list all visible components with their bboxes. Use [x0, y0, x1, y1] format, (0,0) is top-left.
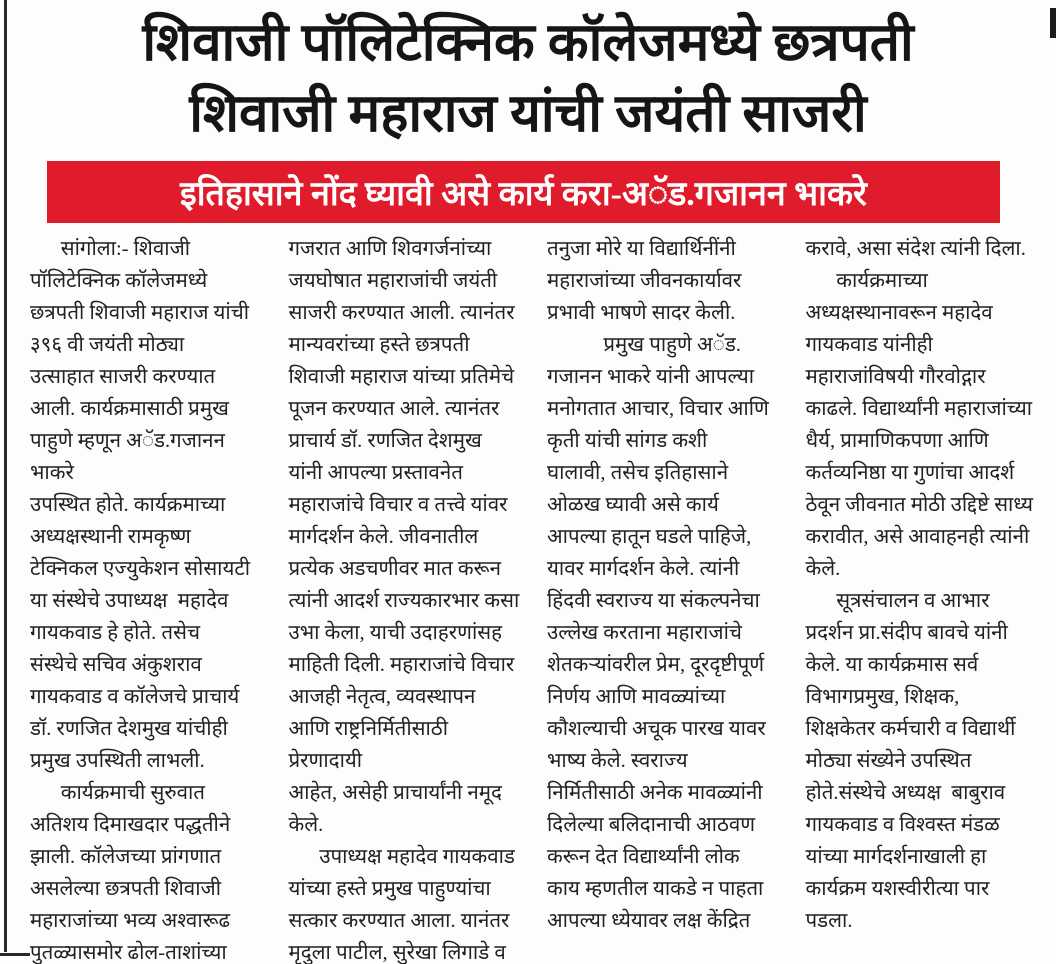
text-line: महाराजांच्या जीवनकार्यावर [547, 270, 742, 292]
text-line: केले. [805, 558, 841, 580]
text-line: साजरी करण्यात आली. त्यानंतर [288, 302, 515, 324]
text-line: दिलेल्या बलिदानाची आठवण [547, 814, 756, 836]
text-line: पुतळ्यासमोर ढोल-ताशांच्या [30, 942, 227, 964]
text-line: गायकवाड व विश्वस्त मंडळ [805, 814, 1000, 836]
text-line: यांच्या हस्ते प्रमुख पाहुण्यांचा [288, 878, 491, 900]
text-line: शिवाजी महाराज यांच्या प्रतिमेचे [288, 366, 515, 388]
text-line: टेक्निकल एज्युकेशन सोसायटी [30, 558, 251, 580]
text-line: ठेवून जीवनात मोठी उद्दिष्टे साध्य [805, 494, 1033, 516]
text-line: उभा केला, याची उदाहरणांसह [288, 622, 503, 644]
body-column-2 [289, 233, 522, 964]
headline-line-1: शिवाजी पॉलिटेक्निक कॉलेजमध्ये छत्रपती [142, 14, 914, 72]
text-line: भाष्य केले. स्वराज्य [547, 750, 688, 772]
text-line: निर्मितीसाठी अनेक मावळ्यांनी [547, 782, 763, 804]
text-line: केले. या कार्यक्रमास सर्व [805, 654, 979, 676]
text-line: आजही नेतृत्व, व्यवस्थापन [288, 686, 476, 708]
text-line: ३९६ वी जयंती मोठ्या [30, 334, 185, 356]
text-line: प्रमुख पाहुणे अॅड. [547, 334, 741, 356]
text-line: मृदुला पाटील, सुरेखा लिगाडे व [288, 942, 506, 964]
text-line: कार्यक्रमाच्या [805, 270, 928, 292]
text-line: गजरात आणि शिवगर्जनांच्या [288, 238, 492, 260]
text-line: पाहुणे म्हणून अॅड.गजानन भाकरे [30, 430, 231, 484]
text-line: सांगोला:- शिवाजी [30, 238, 191, 260]
text-line: मनोगतात आचार, विचार आणि [547, 398, 769, 420]
text-line: काय म्हणतील याकडे न पाहता [547, 878, 764, 900]
text-line: पॉलिटेक्निक कॉलेजमध्ये [30, 270, 208, 292]
text-line: उल्लेख करताना महाराजांचे [547, 622, 742, 644]
text-line: पडला. [805, 910, 853, 932]
text-line: प्रभावी भाषणे सादर केली. [547, 302, 736, 324]
text-line: अध्यक्षस्थानावरून महादेव [805, 302, 993, 324]
text-line: हिंदवी स्वराज्य या संकल्पनेचा [547, 590, 760, 612]
text-line: होते.संस्थेचे अध्यक्ष बाबुराव [805, 782, 1006, 804]
text-line: उपाध्यक्ष महादेव गायकवाड [288, 846, 515, 868]
text-line: घालावी, तसेच इतिहासाने [547, 462, 729, 484]
text-line: आपल्या हातून घडले पाहिजे, [547, 526, 752, 548]
text-line: यांनी आपल्या प्रस्तावनेत [288, 462, 463, 484]
text-line: डॉ. रणजित देशमुख यांचीही [30, 718, 228, 740]
text-line: मान्यवरांच्या हस्ते छत्रपती [288, 334, 470, 356]
top-right-edge-mark [1050, 8, 1056, 38]
text-line: कृती यांची सांगड कशी [547, 430, 708, 452]
text-line: गायकवाड व कॉलेजचे प्राचार्य [30, 686, 240, 708]
text-line: गजानन भाकरे यांनी आपल्या [547, 366, 755, 388]
bottom-edge-mark [0, 953, 30, 956]
text-line: संस्थेचे सचिव अंकुशराव [30, 654, 202, 676]
text-line: अध्यक्षस्थानी रामकृष्ण [30, 526, 191, 548]
text-line: कार्यक्रम यशस्वीरीत्या पार [805, 878, 990, 900]
text-line: गायकवाड यांनीही [805, 334, 933, 356]
text-line: शेतकऱ्यांवरील प्रेम, दूरदृष्टीपूर्ण [547, 654, 765, 676]
headline-line-2: शिवाजी महाराज यांची जयंती साजरी [189, 85, 867, 143]
text-line: करावे, असा संदेश त्यांनी दिला. [805, 238, 1026, 260]
text-line: प्राचार्य डॉ. रणजित देशमुख [288, 430, 482, 452]
text-line: गायकवाड हे होते. तसेच [30, 622, 200, 644]
body-column-3 [547, 233, 780, 964]
text-line: कौशल्याची अचूक पारख यावर [547, 718, 766, 740]
text-line: छत्रपती शिवाजी महाराज यांची [30, 302, 250, 324]
left-column-rule [4, 0, 7, 952]
text-line: महाराजांच्या भव्य अश्वारूढ [30, 910, 231, 932]
article-headline [0, 0, 1056, 150]
text-line: मार्गदर्शन केले. जीवनातील [288, 526, 479, 548]
text-line: महाराजांविषयी गौरवोद्गार [805, 366, 986, 388]
text-line: काढले. विद्यार्थ्यांनी महाराजांच्या [805, 398, 1033, 420]
text-line: उपस्थित होते. कार्यक्रमाच्या [30, 494, 226, 516]
text-line: मोठ्या संख्येने उपस्थित [805, 750, 972, 772]
text-line: ओळख घ्यावी असे कार्य [547, 494, 719, 516]
text-line: यावर मार्गदर्शन केले. त्यांनी [547, 558, 740, 580]
text-line: आणि राष्ट्रनिर्मितीसाठी प्रेरणादायी [288, 718, 454, 772]
text-line: जयघोषात महाराजांची जयंती [288, 270, 498, 292]
article-body [0, 223, 1056, 964]
subheadline-banner [47, 161, 1000, 223]
body-column-4 [806, 233, 1039, 964]
text-line: करावीत, असे आवाहनही त्यांनी [805, 526, 1030, 548]
text-line: आपल्या ध्येयावर लक्ष केंद्रित [547, 910, 751, 932]
text-line: पूजन करण्यात आले. त्यानंतर [288, 398, 500, 420]
text-line: आली. कार्यक्रमासाठी प्रमुख [30, 398, 229, 420]
body-column-1 [30, 233, 263, 964]
text-line: आहेत, असेही प्राचार्यांनी नमूद [288, 782, 502, 804]
text-line: धैर्य, प्रामाणिकपणा आणि [805, 430, 989, 452]
text-line: असलेल्या छत्रपती शिवाजी [30, 878, 222, 900]
text-line: तनुजा मोरे या विद्यार्थिनींनी [547, 238, 736, 260]
text-line: या संस्थेचे उपाध्यक्ष महादेव [30, 590, 229, 612]
text-line: करून देत विद्यार्थ्यांनी लोक [547, 846, 740, 868]
text-line: कार्यक्रमाची सुरुवात [30, 782, 205, 804]
text-line: निर्णय आणि मावळ्यांच्या [547, 686, 726, 708]
text-line: प्रदर्शन प्रा.संदीप बावचे यांनी [805, 622, 1008, 644]
text-line: उत्साहात साजरी करण्यात [30, 366, 216, 388]
text-line: झाली. कॉलेजच्या प्रांगणात [30, 846, 222, 868]
text-line: शिक्षकेतर कर्मचारी व विद्यार्थी [805, 718, 1016, 740]
text-line: केले. [288, 814, 324, 836]
text-line: महाराजांचे विचार व तत्त्वे यांवर [288, 494, 508, 516]
text-line: प्रमुख उपस्थिती लाभली. [30, 750, 205, 772]
text-line: माहिती दिली. महाराजांचे विचार [288, 654, 515, 676]
text-line: त्यांनी आदर्श राज्यकारभार कसा [288, 590, 520, 612]
text-line: प्रत्येक अडचणीवर मात करून [288, 558, 501, 580]
text-line: सत्कार करण्यात आला. यानंतर [288, 910, 510, 932]
subheadline-text: इतिहासाने नोंद घ्यावी असे कार्य करा-अॅड.गजानन भाकरे [180, 176, 867, 213]
text-line: अतिशय दिमाखदार पद्धतीने [30, 814, 231, 836]
text-line: यांच्या मार्गदर्शनाखाली हा [805, 846, 987, 868]
text-line: कर्तव्यनिष्ठा या गुणांचा आदर्श [805, 462, 1015, 484]
text-line: विभागप्रमुख, शिक्षक, [805, 686, 960, 708]
text-line: सूत्रसंचालन व आभार [805, 590, 990, 612]
